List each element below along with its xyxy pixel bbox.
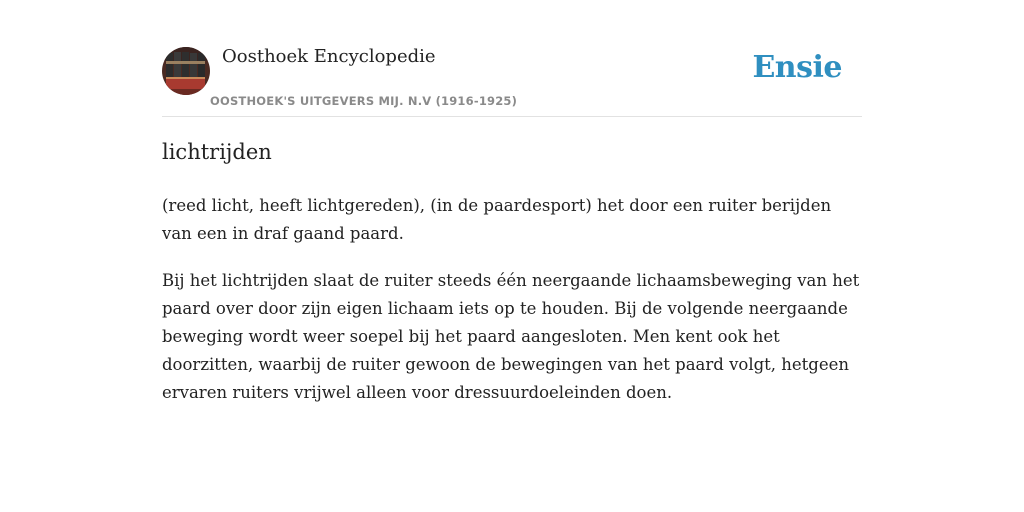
entry-content	[162, 192, 862, 426]
entry-title: lichtrijden	[162, 140, 272, 164]
books-icon[interactable]	[162, 47, 210, 95]
publisher-label: OOSTHOEK'S UITGEVERS MIJ. N.V (1916-1925)	[210, 94, 518, 108]
source-title[interactable]: Oosthoek Encyclopedie	[222, 46, 436, 67]
ensie-logo[interactable]: Ensie	[752, 50, 842, 85]
entry-paragraph: (reed licht, heeft lichtgereden), (in de paardesport) het door een ruiter berijden van een in draf gaand paard.	[162, 196, 832, 243]
entry-card	[162, 0, 862, 512]
entry-paragraph: Bij het lichtrijden slaat de ruiter steeds één neergaande lichaamsbeweging van het paard over door zijn eigen lichaam iets op te houden. Bij de volgende neergaande beweging wordt weer soepel bij het paard aangesloten. Men kent ook het doorzitten, waarbij de ruiter gewoon de bewegingen van het paard volgt, hetgeen ervaren ruiters vrijwel alleen voor dressuurdoeleinden doen.	[162, 271, 860, 402]
entry-header	[162, 0, 862, 117]
